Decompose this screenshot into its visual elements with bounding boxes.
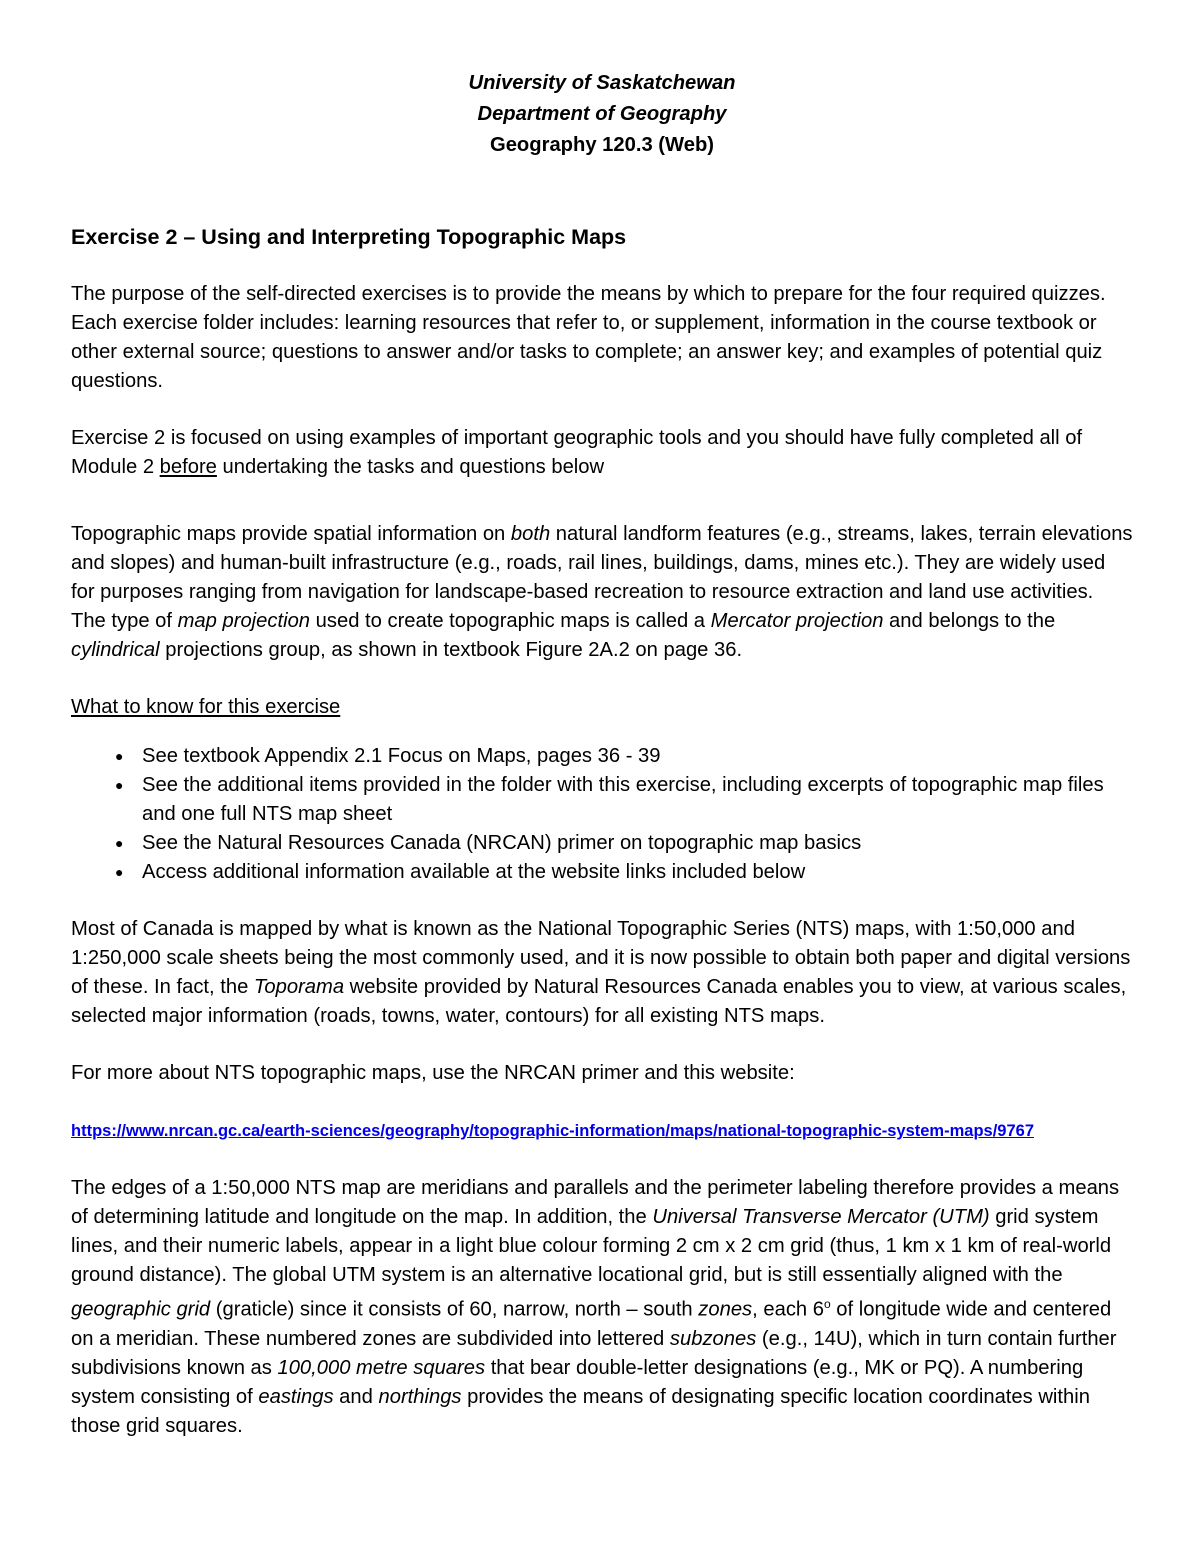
nts-paragraph xyxy=(71,915,1133,1031)
focus-text-b: undertaking the tasks and questions below xyxy=(216,456,605,478)
northings-term: northings xyxy=(378,1385,462,1408)
eastings-term: eastings xyxy=(258,1385,334,1408)
intro-paragraph: The purpose of the self-directed exercises is to provide the means by which to prepare for the four required quizzes. Each exercise folder includes: learning resources that refer to, or supplement, information in the course textbook or other external source; questions to answer and/or tasks to complete; an answer key; and examples of potential quiz questions. xyxy=(71,283,1106,392)
topo-text-a: Topographic maps provide spatial information on xyxy=(71,523,511,545)
know-list xyxy=(71,742,1133,887)
document-body xyxy=(71,68,1133,1441)
exercise-title: Exercise 2 – Using and Interpreting Topographic Maps xyxy=(71,225,627,249)
degree-symbol: o xyxy=(823,1297,831,1311)
list-item: ● See textbook Appendix 2.1 Focus on Maps, pages 36 - 39 xyxy=(71,742,1133,771)
edges-text-a: The edges of a 1:50,000 NTS map are meridians and parallels and the perimeter labeling therefore provides a means of determining latitude and longitude on the map. In addition, the xyxy=(71,1177,1120,1228)
edges-text-i: provides the means of designating specific location coordinates within those grid squares. xyxy=(71,1385,1090,1437)
department-name: Department of Geography xyxy=(477,103,727,125)
geographic-grid-term: geographic grid xyxy=(71,1298,211,1321)
topo-text-e: projections group, as shown in textbook Figure 2A.2 on page 36. xyxy=(159,639,743,661)
both-emphasis: both xyxy=(510,523,551,545)
focus-text-a: Exercise 2 is focused on using examples of important geographic tools and you should have fully completed all of Module 2 xyxy=(71,427,1083,478)
mercator-term: Mercator projection xyxy=(710,610,884,632)
list-item: ● See the Natural Resources Canada (NRCAN) primer on topographic map basics xyxy=(71,829,1133,858)
topo-paragraph xyxy=(71,520,1133,665)
edges-text-c: (graticle) since it consists of 60, narrow, north – south xyxy=(210,1298,699,1321)
squares-term: 100,000 metre squares xyxy=(277,1356,486,1379)
topo-text-c: used to create topographic maps is called a xyxy=(310,610,711,632)
edges-text-g: that bear double-letter designations (e.g., MK or PQ). A numbering system consisting of xyxy=(71,1356,1084,1408)
url-paragraph xyxy=(71,1116,1133,1146)
edges-text-b: grid system lines, and their numeric labels, appear in a light blue colour forming 2 cm x 2 cm grid (thus, 1 km x 1 km of real-world ground distance). The global UTM system is an alternative locational grid, but is still essentially aligned with the xyxy=(71,1206,1112,1286)
toporama-term: Toporama xyxy=(253,976,345,998)
subzones-term: subzones xyxy=(669,1327,757,1350)
nts-text-b: website provided by Natural Resources Canada enables you to view, at various scales, selected major information (roads, towns, water, contours) for all existing NTS maps. xyxy=(71,976,1127,1027)
map-projection-term: map projection xyxy=(177,610,311,632)
edges-text-d: , each 6 xyxy=(752,1298,824,1321)
before-emphasis: before xyxy=(159,456,217,478)
course-name: Geography 120.3 (Web) xyxy=(490,134,714,156)
edges-text-h: and xyxy=(333,1385,379,1408)
header-block xyxy=(71,68,1133,161)
nrcan-link[interactable]: https://www.nrcan.gc.ca/earth-sciences/geography/topographic-information/maps/national-topographic-system-maps/9767 xyxy=(71,1122,1034,1140)
list-item: ● Access additional information available at the website links included below xyxy=(71,858,1133,887)
nts-text-a: Most of Canada is mapped by what is known as the National Topographic Series (NTS) maps, with 1:50,000 and 1:250,000 scale sheets being the most commonly used, and it is now possible to obtain both paper and digital versions of these. In fact, the xyxy=(71,918,1131,998)
list-item: ● See the additional items provided in the folder with this exercise, including excerpts of topographic map files and one full NTS map sheet xyxy=(71,771,1133,829)
focus-paragraph xyxy=(71,424,1133,482)
topo-text-d: and belongs to the xyxy=(883,610,1056,632)
utm-term: Universal Transverse Mercator (UTM) xyxy=(652,1206,990,1228)
edges-paragraph xyxy=(71,1174,1133,1441)
edges-text-f: (e.g., 14U), which in turn contain further subdivisions known as xyxy=(71,1327,1117,1379)
know-heading: What to know for this exercise xyxy=(71,696,341,718)
cylindrical-term: cylindrical xyxy=(71,639,160,661)
edges-text-e: of longitude wide and centered on a meridian. These numbered zones are subdivided into lettered xyxy=(71,1298,1112,1350)
university-name: University of Saskatchewan xyxy=(468,72,736,94)
topo-text-b: natural landform features (e.g., streams, lakes, terrain elevations and slopes) and human-built infrastructure (e.g., roads, rail lines, buildings, dams, mines etc.). They are widely used for purposes ranging from navigation for landscape-based recreation to resource extraction and land use activities. The type of xyxy=(71,523,1133,632)
zones-term: zones xyxy=(698,1298,753,1321)
more-info-paragraph: For more about NTS topographic maps, use the NRCAN primer and this website: xyxy=(71,1062,795,1084)
